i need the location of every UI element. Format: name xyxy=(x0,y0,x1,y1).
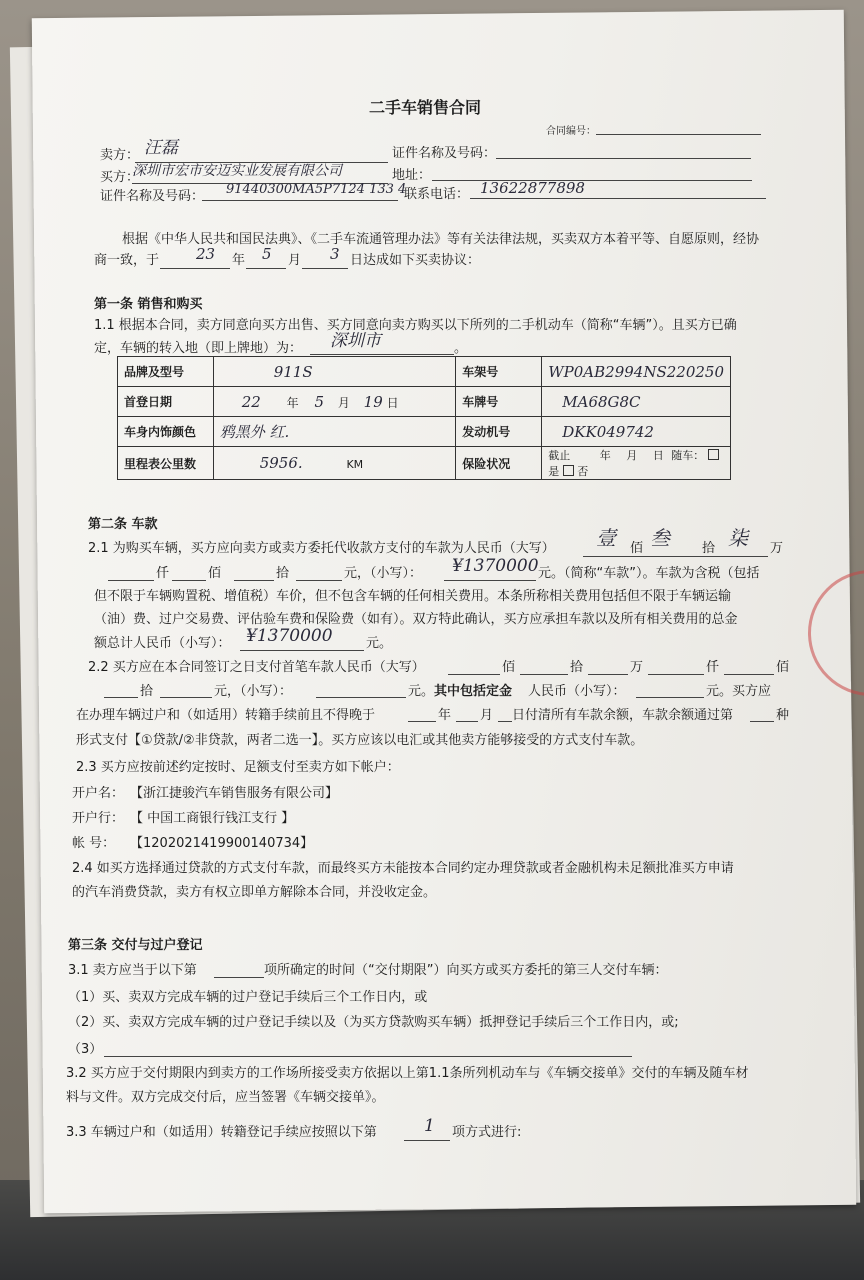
cert-label: 证件名称及号码： xyxy=(392,146,497,161)
reg-day: 19 xyxy=(363,392,383,411)
contract-no-line xyxy=(596,134,761,135)
plate-label: 车牌号 xyxy=(456,387,542,417)
d-unit-yuan2: 元。 xyxy=(408,684,435,699)
unit-shi: 拾 xyxy=(702,541,716,556)
article-2-1a: 2.1 为购买车辆，买方应向卖方或卖方委托代收款方支付的车款为人民币（大写） xyxy=(88,541,555,556)
article-2-2d: 形式支付【①贷款/②非贷款，两者二选一】。买方应该以电汇或其他卖方能够接受的方式支付车款。 xyxy=(76,733,644,748)
article-2-title: 第二条 车款 xyxy=(88,517,158,532)
reg-year-unit: 年 xyxy=(286,395,299,410)
article-2-2a: 2.2 买方应在本合同签订之日支付首笔车款人民币（大写） xyxy=(88,660,425,675)
amount-total-line xyxy=(240,650,364,651)
article-2-1e-end: 元。 xyxy=(366,636,393,651)
d-yuan-line xyxy=(160,697,212,698)
article-3-3-value: 1 xyxy=(424,1116,435,1136)
bai2-line xyxy=(172,580,206,581)
amount-small-line xyxy=(444,580,536,581)
due-year-line xyxy=(408,721,436,722)
mileage-label: 里程表公里数 xyxy=(118,447,214,480)
intro-year-unit: 年 xyxy=(232,253,246,268)
phone-value: 13622877898 xyxy=(480,179,585,197)
d-unit-qian: 仟 xyxy=(706,660,720,675)
intro-line-1: 根据《中华人民共和国民法典》、《二手车流通管理办法》等有关法律法规，买卖双方本着平等、自愿原则，经协 xyxy=(122,232,760,247)
d-qian-line xyxy=(648,674,704,675)
intro-day: 3 xyxy=(330,245,340,263)
d-wan-line xyxy=(588,674,628,675)
seller-label: 卖方： xyxy=(100,148,140,163)
yuan-line xyxy=(296,580,342,581)
account-no-label: 帐 号： xyxy=(72,836,116,851)
d-unit-bai: 佰 xyxy=(502,660,516,675)
intro-year-line xyxy=(160,268,230,269)
article-2-1d: （油）费、过户交易费、评估验车费和保险费（如有）。双方特此确认，买方应承担车款以及所有相关费用的总金 xyxy=(94,612,738,627)
seller-name: 汪磊 xyxy=(144,138,178,158)
amount-line xyxy=(583,556,768,557)
d-unit-yuan: 元，（小写）： xyxy=(214,684,293,699)
unit-qian: 仟 xyxy=(156,566,170,581)
due-year: 年 xyxy=(438,708,452,723)
intro-month: 5 xyxy=(262,245,272,263)
destination-city: 深圳市 xyxy=(330,331,381,351)
shi2-line xyxy=(234,580,274,581)
article-2-1c: 但不限于车辆购置税、增值税）车价，但不包含车辆的任何相关费用。本条所称相关费用包括但不限于车辆运输 xyxy=(94,589,732,604)
article-3-2b: 料与文件。双方完成交付后，应当签署《车辆交接单》。 xyxy=(66,1090,385,1105)
engine-value: DKK049742 xyxy=(542,417,731,447)
d-shi-line xyxy=(520,674,568,675)
amount-wan: 柒 xyxy=(728,526,748,550)
article-3-1-1: （1）买、卖双方完成车辆的过户登记手续后三个工作日内，或 xyxy=(68,990,428,1005)
article-3-3: 3.3 车辆过户和（如适用）转籍登记手续应按照以下第 xyxy=(66,1125,377,1140)
reg-date-label: 首登日期 xyxy=(118,387,214,417)
mileage-value: 5956. xyxy=(259,454,303,472)
document-title: 二手车销售合同 xyxy=(369,98,482,117)
article-2-2c: 在办理车辆过户和（如适用）转籍手续前且不得晚于 xyxy=(76,708,376,723)
destination-line xyxy=(310,354,454,355)
deposit-line xyxy=(636,697,704,698)
brand-value: 911S xyxy=(213,357,456,387)
deposit-label: 其中包括定金 xyxy=(434,684,513,699)
no-label: 否 xyxy=(577,465,589,478)
buyer-name: 深圳市宏市安迈实业发展有限公司 xyxy=(132,163,342,179)
art3-1-3-line xyxy=(104,1056,632,1057)
unit-shi2: 拾 xyxy=(276,566,290,581)
due-day: 日付清所有车款余额，车款余额通过第 xyxy=(512,708,734,723)
engine-label: 发动机号 xyxy=(456,417,542,447)
color-value: 鸦黑外 红. xyxy=(213,417,456,447)
vin-value: WP0AB2994NS220250 xyxy=(542,357,731,387)
article-2-4a: 2.4 如买方选择通过贷款的方式支付车款，而最终买方未能按本合同约定办理贷款或者金融机构未足额批准买方申请 xyxy=(72,861,734,876)
unit-bai: 佰 xyxy=(630,541,644,556)
account-name-label: 开户名： xyxy=(72,786,125,801)
due-month: 月 xyxy=(480,708,494,723)
reg-date-value xyxy=(213,387,456,417)
d-shi2-line xyxy=(104,697,138,698)
article-3-1-end: 项所确定的时间（“交付期限”）向买方或买方委托的第三人交付车辆： xyxy=(264,963,668,978)
intro-year: 23 xyxy=(196,245,216,263)
amount-bai: 壹 xyxy=(596,526,616,550)
intro-month-unit: 月 xyxy=(288,253,302,268)
brand-label: 品牌及型号 xyxy=(118,357,214,387)
insurance-label: 保险状况 xyxy=(456,447,542,480)
plate-value: MA68G8C xyxy=(542,387,731,417)
amount-total: ¥1370000 xyxy=(246,626,333,646)
article-3-2a: 3.2 买方应于交付期限内到卖方的工作场所接受卖方依据以上第1.1条所列机动车与《车辆交接单》交付的车辆及随车材 xyxy=(66,1066,749,1081)
unit-yuan: 元，（小写）： xyxy=(344,566,423,581)
d-unit-shi2: 拾 xyxy=(140,684,154,699)
d-unit-bai2: 佰 xyxy=(776,660,790,675)
article-1-1b: 定，车辆的转入地（即上牌地）为： xyxy=(94,341,303,356)
cert2-label: 证件名称及号码： xyxy=(100,189,205,204)
insurance-day: 日 xyxy=(652,449,664,462)
insurance-cell xyxy=(542,447,731,480)
unit-bai2: 佰 xyxy=(208,566,222,581)
account-no: 【1202021419900140734】 xyxy=(130,836,314,851)
phone-label: 联系电话： xyxy=(404,187,470,202)
insurance-follow: 随车： xyxy=(671,449,705,462)
yes-checkbox[interactable] xyxy=(708,449,719,460)
d-unit-wan: 万 xyxy=(630,660,644,675)
due-day-line xyxy=(498,721,512,722)
account-bank: 【 中国工商银行钱江支行 】 xyxy=(130,811,295,826)
amount-shi: 叁 xyxy=(650,526,670,550)
destination-end: 。 xyxy=(454,341,468,356)
color-label: 车身内饰颜色 xyxy=(118,417,214,447)
intro-day-line xyxy=(302,268,348,269)
article-1-title: 第一条 销售和购买 xyxy=(94,297,203,312)
cert2-value: 91440300MA5P7124 133 4 xyxy=(226,182,407,197)
intro-line-2: 商一致，于 xyxy=(94,253,160,268)
article-3-1-2: （2）买、卖双方完成车辆的过户登记手续以及（为买方贷款购买车辆）抵押登记手续后三个工作日内，或; xyxy=(68,1015,679,1030)
article-3-title: 第三条 交付与过户登记 xyxy=(68,938,203,953)
amount-small: ¥1370000 xyxy=(452,556,539,576)
cert-line xyxy=(496,158,751,159)
d-unit-shi: 拾 xyxy=(570,660,584,675)
art3-1-line xyxy=(214,977,264,978)
article-1-1a: 1.1 根据本合同，卖方同意向买方出售、买方同意向卖方购买以下所列的二手机动车（简称“车辆”）。且买方已确 xyxy=(94,318,737,333)
account-name: 【浙江捷骏汽车销售服务有限公司】 xyxy=(130,786,339,801)
cert2-line xyxy=(202,200,398,201)
mileage-cell xyxy=(213,447,456,480)
insurance-until: 截止 xyxy=(548,449,571,462)
contract-no-label: 合同编号： xyxy=(546,126,596,137)
reg-year: 22 xyxy=(241,392,261,411)
account-bank-label: 开户行： xyxy=(72,811,125,826)
article-3-1-3: （3） xyxy=(68,1042,103,1057)
yes-label: 是 xyxy=(548,465,560,478)
buyer-label: 买方： xyxy=(100,170,140,185)
reg-day-unit: 日 xyxy=(386,395,399,410)
article-2-2b-end: 元。买方应 xyxy=(706,684,772,699)
article-2-4b: 的汽车消费贷款，卖方有权立即单方解除本合同，并没收定金。 xyxy=(72,885,437,900)
vin-label: 车架号 xyxy=(456,357,542,387)
insurance-month: 月 xyxy=(626,449,638,462)
d-small-line xyxy=(316,697,406,698)
article-2-1e: 额总计人民币（小写）： xyxy=(94,636,231,651)
unit-wan: 万 xyxy=(770,541,784,556)
intro-month-line xyxy=(246,268,286,269)
pay-type-end: 种 xyxy=(776,708,790,723)
pay-type-line xyxy=(750,721,774,722)
reg-month: 5 xyxy=(314,392,324,411)
no-checkbox[interactable] xyxy=(563,465,574,476)
mileage-unit: KM xyxy=(346,458,364,471)
qian-line xyxy=(108,580,154,581)
d-bai2-line xyxy=(724,674,774,675)
reg-month-unit: 月 xyxy=(337,395,350,410)
insurance-year: 年 xyxy=(599,449,611,462)
vehicle-info-table xyxy=(117,356,731,480)
article-3-1: 3.1 卖方应当于以下第 xyxy=(68,963,197,978)
due-month-line xyxy=(456,721,478,722)
article-2-1b-end: 元。（简称“车款”）。车款为含税（包括 xyxy=(538,566,760,581)
d-bai-line xyxy=(448,674,500,675)
article-3-3-end: 项方式进行: xyxy=(452,1125,522,1140)
deposit-label-2: 人民币（小写）： xyxy=(528,684,626,699)
article-2-3: 2.3 买方应按前述约定按时、足额支付至卖方如下帐户： xyxy=(76,760,400,775)
address-label: 地址： xyxy=(392,168,432,183)
art3-3-line xyxy=(404,1140,450,1141)
phone-line xyxy=(470,198,766,199)
intro-end: 日达成如下买卖协议： xyxy=(350,253,481,268)
